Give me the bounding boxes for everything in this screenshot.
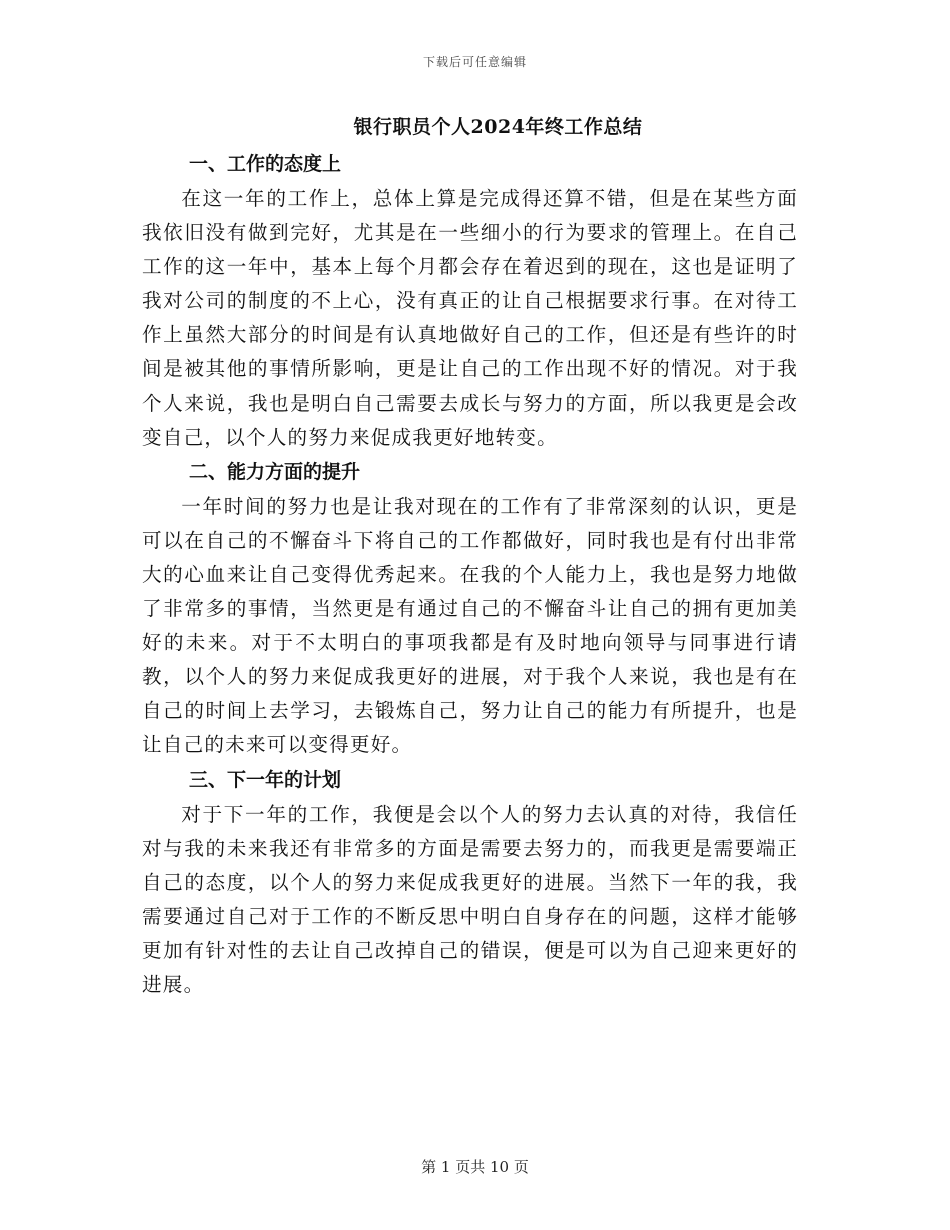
- header-note: 下载后可任意编辑: [422, 55, 527, 69]
- document-title: 银行职员个人2024年终工作总结: [353, 116, 643, 138]
- section-paragraph-ability: 一年时间的努力也是让我对现在的工作有了非常深刻的认识，更是可以在自己的不懈奋斗下将自己的工作都做好，同时我也是有付出非常大的心血来让自己变得优秀起来。在我的个人能力上，我也是努力地做了非常多的事情，当然更是有通过自己的不懈奋斗让自己的拥有更加美好的未来。对于不太明白的事项我都是有及时地向领导与同事进行请教，以个人的努力来促成我更好的进展，对于我个人来说，我也是有在自己的时间上去学习，去锻炼自己，努力让自己的能力有所提升，也是让自己的未来可以变得更好。: [142, 494, 798, 757]
- section-heading-attitude: 一、工作的态度上: [189, 153, 342, 175]
- section-paragraph-plan: 对于下一年的工作，我便是会以个人的努力去认真的对待，我信任对与我的未来我还有非常多的方面是需要去努力的，而我更是需要端正自己的态度，以个人的努力来促成我更好的进展。当然下一年的我，我需要通过自己对于工作的不断反思中明白自身存在的问题，这样才能够更加有针对性的去让自己改掉自己的错误，便是可以为自己迎来更好的进展。: [142, 802, 798, 996]
- section-heading-ability: 二、能力方面的提升: [189, 460, 361, 483]
- section-heading-plan: 三、下一年的计划: [189, 768, 342, 791]
- page-number-footer: 第 1 页共 10 页: [421, 1158, 529, 1176]
- section-paragraph-attitude: 在这一年的工作上，总体上算是完成得还算不错，但是在某些方面我依旧没有做到完好，尤其是在一些细小的行为要求的管理上。在自己工作的这一年中，基本上每个月都会存在着迟到的现在，这也是证明了我对公司的制度的不上心，没有真正的让自己根据要求行事。在对待工作上虽然大部分的时间是有认真地做好自己的工作，但还是有些许的时间是被其他的事情所影响，更是让自己的工作出现不好的情况。对于我个人来说，我也是明白自己需要去成长与努力的方面，所以我更是会改变自己，以个人的努力来促成我更好地转变。: [142, 187, 798, 449]
- document-body: [142, 147, 798, 1002]
